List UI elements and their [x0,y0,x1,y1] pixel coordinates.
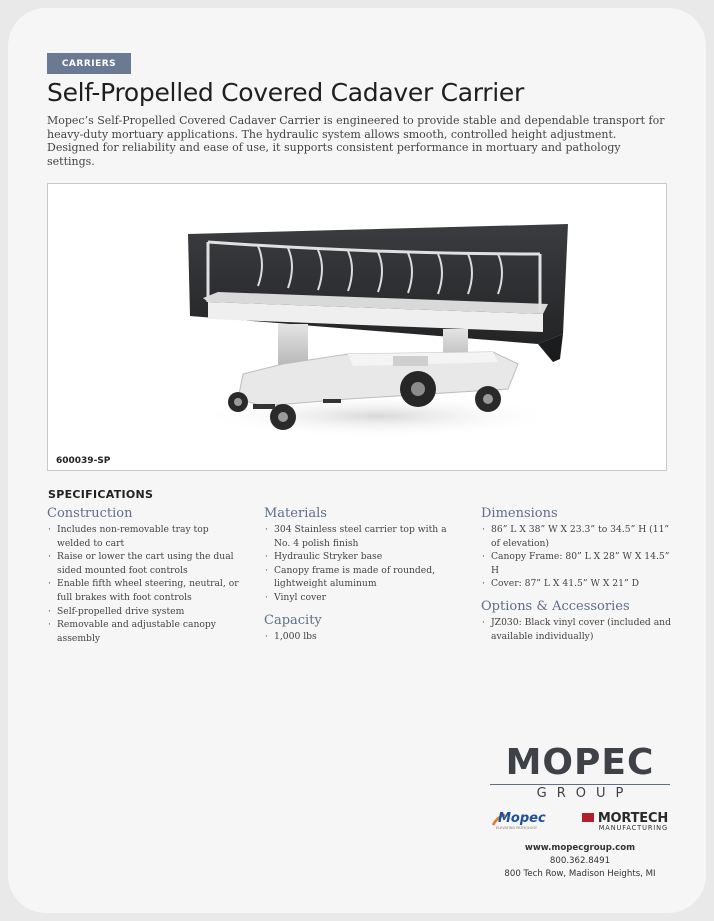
product-image [47,183,667,471]
list-item: · Canopy frame is made of rounded, lightweight aluminum [264,564,459,591]
mopec-tagline: ELEVATING PATHOLOGY [496,826,538,830]
materials-column [264,506,459,651]
specifications-heading: SPECIFICATIONS [48,488,154,501]
construction-list [47,523,242,645]
website-link[interactable]: www.mopecgroup.com [524,843,636,853]
dimensions-list [481,523,671,591]
logo-divider [490,784,670,785]
list-item: · Cover: 87” L X 41.5” W X 21” D [481,577,671,591]
contact-info [490,842,670,881]
list-item: · 304 Stainless steel carrier top with a No. 4 polish finish [264,523,459,550]
list-item: · Self-propelled drive system [47,605,242,619]
sub-brand-logos [490,811,670,833]
construction-heading: Construction [47,506,133,521]
materials-heading: Materials [264,506,327,521]
mopec-sub-brand: Mopec [498,811,546,826]
spec-sheet-page [8,8,706,913]
list-item: · Enable fifth wheel steering, neutral, or full brakes with foot controls [47,577,242,604]
list-item: · Vinyl cover [264,591,459,605]
address: 800 Tech Row, Madison Heights, MI [504,869,656,879]
cadaver-carrier-illustration [48,184,668,472]
phone-number: 800.362.8491 [549,856,611,866]
capacity-list [264,630,459,644]
list-item: · Removable and adjustable canopy assembly [47,618,242,645]
list-item: · Canopy Frame: 80” L X 28” W X 14.5” H [481,550,671,577]
list-item: · 86” L X 38” W X 23.3” to 34.5” H (11” of elevation) [481,523,671,550]
mortech-sub-logo [576,811,668,833]
list-item: · JZ030: Black vinyl cover (included and available individually) [481,616,671,643]
list-item: · 1,000 lbs [264,630,459,644]
mortech-mark-icon [582,813,594,822]
dimensions-column [481,506,671,651]
options-heading: Options & Accessories [481,598,630,614]
mortech-tagline: MANUFACTURING [598,824,668,832]
group-wordmark: GROUP [536,786,634,801]
list-item: · Hydraulic Stryker base [264,550,459,564]
materials-list [264,523,459,605]
list-item: · Includes non-removable tray top welded to cart [47,523,242,550]
page-title: Self-Propelled Covered Cadaver Carrier [47,78,524,107]
options-list [481,616,671,643]
dimensions-heading: Dimensions [481,506,558,521]
capacity-heading: Capacity [264,612,322,628]
product-description: Mopec’s Self-Propelled Covered Cadaver Carrier is engineered to provide stable and dependable transport for heavy-duty mortuary applications. The hydraulic system allows smooth, controlled height adjustment. Designed for reliability and ease of use, it supports consistent performance in mortuary and pathology settings. [47,114,665,168]
mopec-sub-logo [492,811,554,833]
part-number: 600039-SP [56,456,111,466]
construction-column [47,506,242,653]
brand-block [490,744,670,881]
list-item: · Raise or lower the cart using the dual sided mounted foot controls [47,550,242,577]
mortech-sub-brand: MORTECH [597,811,668,826]
mopec-group-logo: MOPEC [505,742,655,783]
category-badge: CARRIERS [47,53,131,74]
